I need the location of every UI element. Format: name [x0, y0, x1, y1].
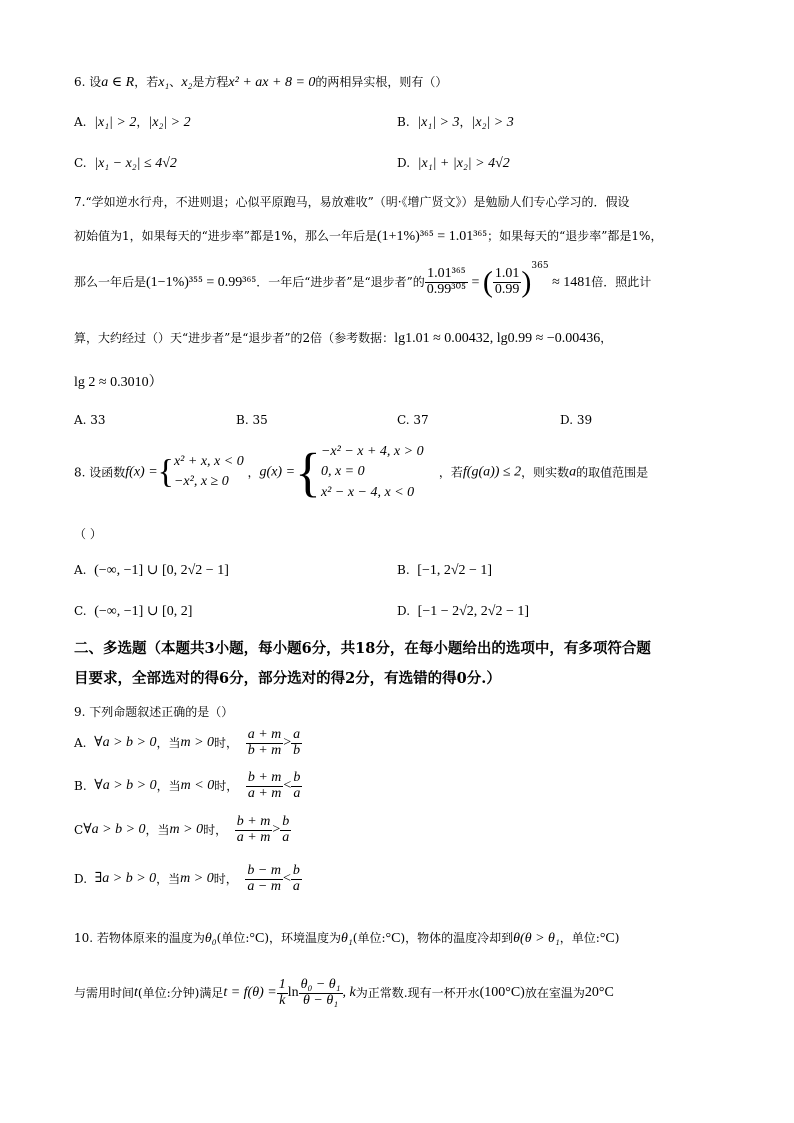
q8-option-a [74, 564, 229, 578]
q9-option-b [74, 771, 302, 801]
q9-option-c-letter: C [74, 823, 84, 838]
q8-option-d-letter: D. [397, 604, 411, 618]
q9-option-d-condition: m > 0 [180, 871, 214, 887]
q8-option-c-expr: (−∞, −1] ∪ [0, 2] [94, 604, 193, 619]
q10-line-1-c: ，物体的温度冷却到 [405, 931, 514, 945]
q6-option-a-expr-2: |x₂| > 2 [148, 115, 191, 130]
q7-base-denominator: 0.99 [494, 282, 520, 297]
q10-line-2-b: (单位:分钟)满足 [137, 986, 224, 1001]
q8-stem-a: 8. 设函数 [74, 465, 126, 480]
q9-option-d-denominator-1: a − m [247, 878, 281, 894]
q10-formula-tail: , k [342, 985, 356, 1001]
section-2-heading-line-1: 二、多选题（本题共3小题，每小题6分，共18分，在每小题给出的选项中，有多项符合题 [74, 640, 651, 657]
q9-option-c-when-a: ，当 [145, 823, 170, 838]
q8-stem-d: 的取值范围是 [576, 465, 649, 480]
q9-option-a-condition: m > 0 [180, 735, 215, 751]
q6-stem-d: 是方程 [192, 75, 229, 89]
q6-stem-b: ，若 [134, 75, 159, 89]
q8-option-b-expr: [−1, 2√2 − 1] [417, 563, 493, 578]
q10-time-var: t [134, 985, 138, 1001]
q7-option-d: D. 39 [560, 413, 593, 427]
q8-stem-b: ，若 [438, 465, 463, 480]
q10-unit-open-1: (单位: [216, 931, 250, 945]
q7-base-exponent: 365 [531, 261, 549, 271]
q8-paren: （ ） [74, 527, 102, 541]
q10-line-2-d: 放在室温为 [524, 986, 585, 1001]
q9-option-c-numerator-2: b [282, 814, 290, 829]
q8-f-case-2: −x², x ≥ 0 [173, 474, 229, 490]
q6-stem-e: 的两相异实根，则有（） [315, 75, 448, 89]
q9-option-a-when-a: ，当 [156, 736, 181, 751]
q8-comma: ， [247, 465, 260, 480]
q10-ln-denominator: θ − θ₁ [303, 992, 339, 1008]
q9-option-a-when-b: 时， [214, 736, 239, 751]
q6-option-b-letter: B. [397, 115, 410, 129]
q6-option-c [74, 157, 177, 171]
q6-option-b-expr-2: |x₂| > 3 [471, 115, 514, 130]
q9-option-a-fraction-2 [291, 728, 302, 758]
q7-line-4-a: 算，大约经过（）天“进步者”是“退步者”的2倍（参考数据： [74, 331, 395, 345]
q8-g-brace: { [295, 442, 321, 503]
q9-option-a-fraction-1 [246, 728, 284, 758]
q9-option-c-when-b: 时， [203, 823, 228, 838]
q7-line-3-d: 倍．照此计 [591, 275, 652, 289]
q10-line-1 [74, 932, 619, 946]
q9-option-b-when-a: ，当 [156, 779, 181, 794]
q9-option-b-fraction-2 [291, 771, 302, 801]
q10-line-1-d: ，单位: [559, 931, 600, 945]
q9-option-d-numerator-1: b − m [247, 863, 281, 878]
q6-stem-c: 、 [169, 75, 182, 89]
q9-option-b-denominator-1: a + m [247, 785, 282, 801]
q9-option-a-denominator-2: b [293, 742, 301, 758]
q7-line-2-a: 初始值为1，如果每天的“进步率”都是1%，那么一年后是 [74, 229, 377, 243]
q7-line-3: 那么一年后是(1−1%)³⁵⁵ = 0.99³⁶⁵．一年后“进步者”是“退步者”的 $\frac{\text{1.01³⁶⁵}}{\text{0.99³⁰⁵}}$ = ( $\frac{1.01}{0.99}$ )$^{365}$ ≈ 1481倍．照此计 [74, 261, 652, 299]
q6-option-b-expr-1: |x₁| > 3 [417, 115, 460, 130]
q7-ratio-fraction [425, 267, 468, 297]
q8-stem-c: ，则实数 [521, 465, 570, 480]
q7-ratio-numerator: 1.01³⁶⁵ [425, 267, 468, 283]
q9-option-c-relation: > [272, 822, 281, 838]
q6-option-d-expr: |x₁| + |x₂| > 4√2 [417, 156, 510, 171]
q10-line-2 [74, 978, 614, 1008]
q10-k-denominator: k [279, 992, 286, 1008]
q9-option-d-letter: D. [74, 872, 88, 887]
q9-option-a-numerator-2: a [293, 727, 301, 742]
q8-condition: f(g(a)) ≤ 2 [462, 464, 522, 480]
q7-line-3-b: ．一年后“进步者”是“退步者”的 [256, 275, 425, 289]
q10-k-numerator: 1 [278, 977, 286, 992]
q7-ratio-denominator: 0.99³⁰⁵ [426, 282, 466, 297]
q10-k-fraction [277, 978, 288, 1008]
q7-option-a: A. 33 [74, 413, 106, 427]
q8-variable: a [569, 464, 577, 480]
q9-option-c-numerator-1: b + m [236, 814, 271, 829]
q8-stem [74, 442, 648, 503]
q8-option-d [397, 605, 529, 619]
q9-option-b-numerator-1: b + m [247, 770, 282, 785]
q7-base-numerator: 1.01 [494, 266, 520, 282]
q9-option-c-quantifier: ∀a > b > 0 [83, 822, 146, 838]
q8-option-a-letter: A. [74, 563, 87, 577]
q7-base-fraction [493, 267, 522, 297]
q8-g-head: g(x) = [259, 464, 296, 480]
q9-option-b-condition: m < 0 [180, 778, 215, 794]
q9-option-a-relation: > [283, 735, 292, 751]
q6-option-b-sep: ， [459, 115, 472, 129]
q6-option-d-letter: D. [397, 156, 411, 170]
q9-option-b-denominator-2: a [293, 785, 301, 801]
q10-degree-2: °C [385, 931, 401, 946]
q7-line-3-a: 那么一年后是 [74, 275, 147, 289]
q9-option-c [74, 815, 291, 845]
q10-theta-0: θ₀ [204, 931, 217, 946]
q9-option-d-when-b: 时， [213, 872, 238, 887]
q7-line-5-text: lg 2 ≈ 0.3010） [74, 375, 163, 390]
q9-stem: 9. 下列命题叙述正确的是（） [74, 705, 234, 719]
q10-line-2-c: 为正常数.现有一杯开水 [355, 986, 480, 1001]
q10-unit-open-2: (单位: [352, 931, 386, 945]
q6-option-b [397, 116, 514, 130]
q7-line-2-b: ；如果每天的“退步率”都是1%， [487, 229, 663, 243]
q6-option-a-expr-1: |x₁| > 2 [94, 115, 137, 130]
q7-line-4 [74, 332, 612, 346]
q9-option-a [74, 728, 302, 758]
q10-degree-1: °C [249, 931, 265, 946]
q9-option-c-condition: m > 0 [169, 822, 204, 838]
q10-line-1-e: ) [614, 931, 620, 945]
q8-f-brace: { [157, 453, 174, 491]
q6-stem [74, 76, 447, 90]
q10-degree-3: °C [599, 931, 615, 946]
q10-ln-fraction [299, 978, 343, 1008]
q10-theta-1: θ₁ [341, 931, 353, 946]
q7-option-c: C. 37 [397, 413, 429, 427]
q6-condition: a ∈ R [101, 75, 135, 90]
q7-line-2 [74, 230, 662, 244]
q7-line-5 [74, 376, 163, 390]
q9-option-a-letter: A. [74, 736, 87, 751]
q8-g-case-1: −x² − x + 4, x > 0 [320, 444, 424, 459]
q9-option-d-when-a: ，当 [156, 872, 181, 887]
q8-g-case-3: x² − x − 4, x < 0 [320, 484, 415, 500]
q9-option-d-fraction-1 [245, 864, 283, 894]
q9-option-a-numerator-1: a + m [247, 727, 282, 742]
q7-line-3-expr: (1−1%)³⁵⁵ = 0.99³⁶⁵ [146, 275, 257, 290]
q6-option-c-letter: C. [74, 156, 87, 170]
q10-water-temp: (100°C) [479, 985, 525, 1001]
q6-root-1: x₁ [158, 75, 170, 90]
q9-option-b-relation: < [283, 778, 292, 794]
q8-g-cases [321, 442, 424, 503]
q7-line-3-approx: ≈ 1481 [552, 275, 592, 290]
q10-unit-close-1: ) [264, 931, 270, 945]
q8-option-b-letter: B. [397, 563, 410, 577]
q9-option-b-fraction-1 [246, 771, 284, 801]
q8-g-case-2: 0, x = 0 [320, 464, 365, 480]
q6-option-a-letter: A. [74, 115, 87, 129]
q9-option-d-quantifier: ∃a > b > 0 [94, 871, 157, 887]
q6-option-d [397, 157, 510, 171]
q8-option-a-expr: (−∞, −1] ∪ [0, 2√2 − 1] [94, 563, 229, 578]
q9-option-c-fraction-2 [280, 815, 291, 845]
q9-option-d-denominator-2: a [292, 878, 300, 894]
q10-ln-numerator: θ₀ − θ₁ [300, 977, 341, 992]
q10-line-2-a: 与需用时间 [74, 986, 135, 1001]
q10-unit-close-2: ) [400, 931, 406, 945]
q9-option-b-quantifier: ∀a > b > 0 [94, 778, 157, 794]
q6-stem-a: 6. 设 [74, 75, 102, 89]
q10-theta-condition: θ(θ > θ₁ [513, 931, 560, 946]
q9-option-a-quantifier: ∀a > b > 0 [94, 735, 157, 751]
q6-option-c-expr: |x₁ − x₂| ≤ 4√2 [94, 156, 177, 171]
q9-option-a-denominator-1: b + m [247, 742, 282, 758]
q8-f-case-1: x² + x, x < 0 [173, 454, 244, 470]
q10-line-1-a: 10. 若物体原来的温度为 [74, 931, 205, 945]
q10-formula-head: t = f(θ) = [223, 985, 277, 1001]
q9-option-c-fraction-1 [235, 815, 273, 845]
q9-option-d-relation: < [282, 871, 291, 887]
q10-room-temp: 20°C [584, 985, 614, 1001]
q10-line-1-b: ，环境温度为 [269, 931, 342, 945]
q7-line-4-expr: lg1.01 ≈ 0.00432, lg0.99 ≈ −0.00436 [394, 331, 601, 346]
q8-option-b [397, 564, 492, 578]
q9-option-b-letter: B. [74, 779, 87, 794]
q10-ln: ln [287, 985, 299, 1001]
q9-option-b-when-b: 时， [214, 779, 239, 794]
q8-option-c-letter: C. [74, 604, 87, 618]
q9-option-d-numerator-2: b [292, 863, 300, 878]
q6-option-a [74, 116, 191, 130]
q9-option-c-denominator-1: a + m [236, 829, 271, 845]
section-2-heading-line-2: 目要求，全部选对的得6分，部分选对的得2分，有选错的得0分.） [74, 670, 501, 687]
q6-equation: x² + ax + 8 = 0 [228, 75, 316, 90]
q8-option-c [74, 605, 192, 619]
q9-option-d [74, 864, 302, 894]
q7-option-b: B. 35 [236, 413, 268, 427]
q9-option-b-numerator-2: b [293, 770, 301, 785]
q7-line-2-expr: (1+1%)³⁶⁵ = 1.01³⁶⁵ [376, 229, 488, 244]
q6-option-a-sep: ， [136, 115, 149, 129]
q9-option-c-denominator-2: a [282, 829, 290, 845]
q6-root-2: x₂ [181, 75, 193, 90]
q7-line-1: 7.“学如逆水行舟，不进则退；心似平原跑马，易放难收”（明·《增广贤文》）是勉励人们专心学习的．假设 [74, 195, 630, 209]
q8-f-cases [174, 452, 244, 493]
q8-f-head: f(x) = [125, 464, 158, 480]
q9-option-d-fraction-2 [291, 864, 302, 894]
q7-line-4-b: ， [600, 331, 613, 345]
q8-option-d-expr: [−1 − 2√2, 2√2 − 1] [417, 604, 530, 619]
